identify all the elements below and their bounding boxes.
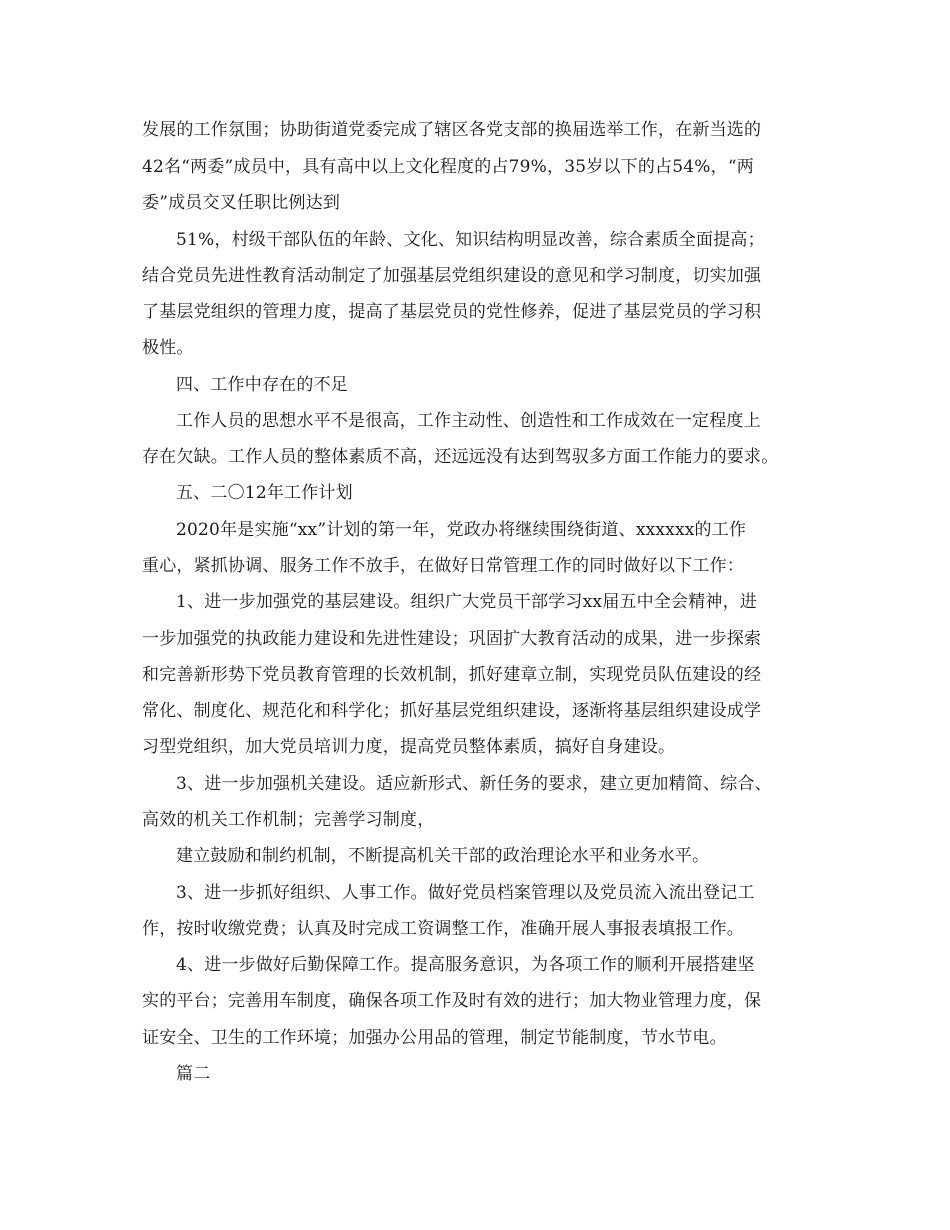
text-line: 证安全、卫生的工作环境；加强办公用品的管理，制定节能制度，节水节电。 [142,1028,727,1048]
text-line: 51%，村级干部队伍的年龄、文化、知识结构明显改善，综合素质全面提高； [176,230,765,250]
text-line: 结合党员先进性教育活动制定了加强基层党组织建设的意见和学习制度，切实加强 [142,266,762,286]
text-line: 3、进一步加强机关建设。适应新形式、新任务的要求，建立更加精简、综合、 [176,774,772,794]
text-line: 实的平台；完善用车制度，确保各项工作及时有效的进行；加大物业管理力度，保 [142,991,762,1011]
text-line: 一步加强党的执政能力建设和先进性建设；巩固扩大教育活动的成果，进一步探索 [142,629,762,649]
text-line: 高效的机关工作机制；完善学习制度， [142,810,435,830]
text-line: 和完善新形势下党员教育管理的长效机制，抓好建章立制，实现党员队伍建设的经 [142,665,762,685]
text-line: 习型党组织，加大党员培训力度，提高党员整体素质，搞好自身建设。 [142,737,676,757]
text-line: 极性。 [142,338,194,358]
text-line: 2020年是实施“xx”计划的第一年，党政办将继续围绕街道、xxxxxx的工作 [176,520,747,540]
text-line: 存在欠缺。工作人员的整体素质不高，还远远没有达到驾驭多方面工作能力的要求。 [142,447,779,467]
text-line: 4、进一步做好后勤保障工作。提高服务意识，为各项工作的顺利开展搭建坚 [176,955,755,975]
text-line: 3、进一步抓好组织、人事工作。做好党员档案管理以及党员流入流出登记工 [176,883,755,903]
text-line: 委”成员交叉任职比例达到 [142,193,341,213]
text-line: 1、进一步加强党的基层建设。组织广大党员干部学习xx届五中全会精神，进 [176,592,757,612]
text-line: 了基层党组织的管理力度，提高了基层党员的党性修养，促进了基层党员的学习积 [142,302,762,322]
section-heading: 五、二〇12年工作计划 [176,483,353,503]
text-line: 重心，紧抓协调、服务工作不放手，在做好日常管理工作的同时做好以下工作： [142,556,744,576]
section-heading: 四、工作中存在的不足 [176,375,348,395]
text-line: 作，按时收缴党费；认真及时完成工资调整工作，准确开展人事报表填报工作。 [142,919,744,939]
text-line: 常化、制度化、规范化和科学化；抓好基层党组织建设，逐渐将基层组织建设成学 [142,701,762,721]
text-line: 发展的工作氛围；协助街道党委完成了辖区各党支部的换届选举工作，在新当选的 [142,120,762,140]
section-heading: 篇二 [176,1064,211,1084]
text-line: 工作人员的思想水平不是很高，工作主动性、创造性和工作成效在一定程度上 [176,411,761,431]
text-line: 建立鼓励和制约机制，不断提高机关干部的政治理论水平和业务水平。 [176,846,710,866]
text-line: 42名“两委”成员中，具有高中以上文化程度的占79%，35岁以下的占54%，“两 [142,157,754,177]
